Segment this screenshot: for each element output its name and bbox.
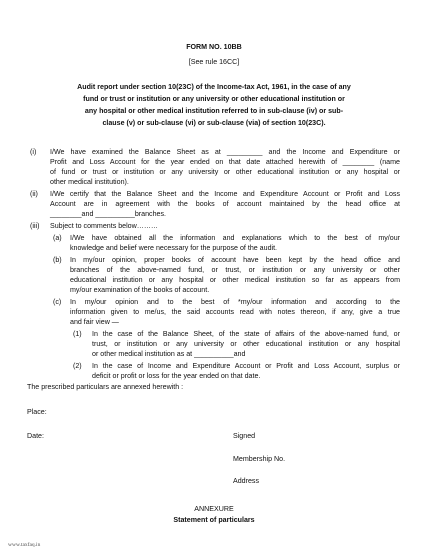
item-text-line: I/We certify that the Balance Sheet and the Income and Expenditure Account or Profit and Loss <box>50 190 400 198</box>
title-line: any hospital or other medical institution referred to in sub-clause (iv) or sub- <box>84 107 344 115</box>
address-label: Address <box>233 477 260 485</box>
sub-item-text-line: branches of the above-named fund, or trust, or institution or any university or other <box>70 266 400 274</box>
item-text-line: other medical institution). <box>50 178 129 186</box>
item-text-line: ________and __________branches. <box>50 210 166 218</box>
sub-item-text-line: educational institution or any hospital or other medical institution so far as appears from <box>70 276 400 284</box>
membership-number-label: Membership No. <box>233 455 286 463</box>
sub-item-number: (a) <box>53 234 62 242</box>
sub-item-number: (c) <box>53 298 62 306</box>
item-number: (ii) <box>30 190 38 198</box>
annexed-note: The prescribed particulars are annexed herewith : <box>27 383 184 391</box>
sub-item-text-line: and fair view — <box>70 318 119 326</box>
sub-item-text-line: knowledge and belief were necessary for the purpose of the audit. <box>70 244 278 252</box>
annexure-title: ANNEXURE <box>194 505 234 513</box>
sub-item-number: (b) <box>53 256 62 264</box>
watermark-url: www.taxfaq.in <box>8 542 41 548</box>
sub-item-text-line: In my/our opinion, proper books of account have been kept by the head office and <box>70 256 400 264</box>
item-text-line: I/We have examined the Balance Sheet as at _________ and the Income and Expenditure or <box>50 148 400 156</box>
clause-number: (1) <box>73 330 82 338</box>
signed-label: Signed <box>233 432 256 440</box>
sub-item-text-line: In my/our opinion and to the best of *my/our information and according to the <box>70 298 400 306</box>
clause-number: (2) <box>73 362 82 370</box>
item-text-line: Profit and Loss Account for the year ended on that date attached herewith of ________ (name <box>50 158 400 166</box>
clause-text-line: trust, or institution or any university or other educational institution or any hospital <box>92 340 400 348</box>
title-line: Audit report under section 10(23C) of the Income-tax Act, 1961, in the case of any <box>77 83 351 91</box>
sub-item-text-line: I/We have obtained all the information and explanations which to the best of my/our <box>70 234 400 242</box>
title-line: clause (v) or sub-clause (vi) or sub-clause (via) of section 10(23C). <box>102 119 326 127</box>
sub-item-text-line: my/our examination of the books of account. <box>70 286 210 294</box>
date-label: Date: <box>27 432 44 440</box>
clause-text-line: In the case of the Balance Sheet, of the state of affairs of the above-named fund, or <box>92 330 400 338</box>
place-label: Place: <box>27 408 47 416</box>
form-number: FORM NO. 10BB <box>186 43 242 51</box>
title-line: fund or trust or institution or any university or other educational institution or <box>83 95 345 103</box>
clause-text-line: deficit or profit or loss for the year ended on that date. <box>92 372 261 380</box>
item-text-line: Subject to comments below……… <box>50 222 159 230</box>
clause-text-line: In the case of Income and Expenditure Account or Profit and Loss Account, surplus or <box>92 362 400 370</box>
sub-item-text-line: information given to me/us, the said accounts read with notes thereon, if any, give a true <box>70 308 400 316</box>
rule-reference: [See rule 16CC] <box>188 58 240 66</box>
item-number: (i) <box>30 148 37 156</box>
clause-text-line: or other medical institution as at __________and <box>92 350 246 358</box>
annexure-subtitle: Statement of particulars <box>173 516 255 524</box>
item-number: (iii) <box>30 222 40 230</box>
item-text-line: Account are in agreement with the books of account maintained by the head office at <box>50 200 400 208</box>
item-text-line: of fund or trust or institution or any university or other educational institution or any hospital or <box>50 168 400 176</box>
